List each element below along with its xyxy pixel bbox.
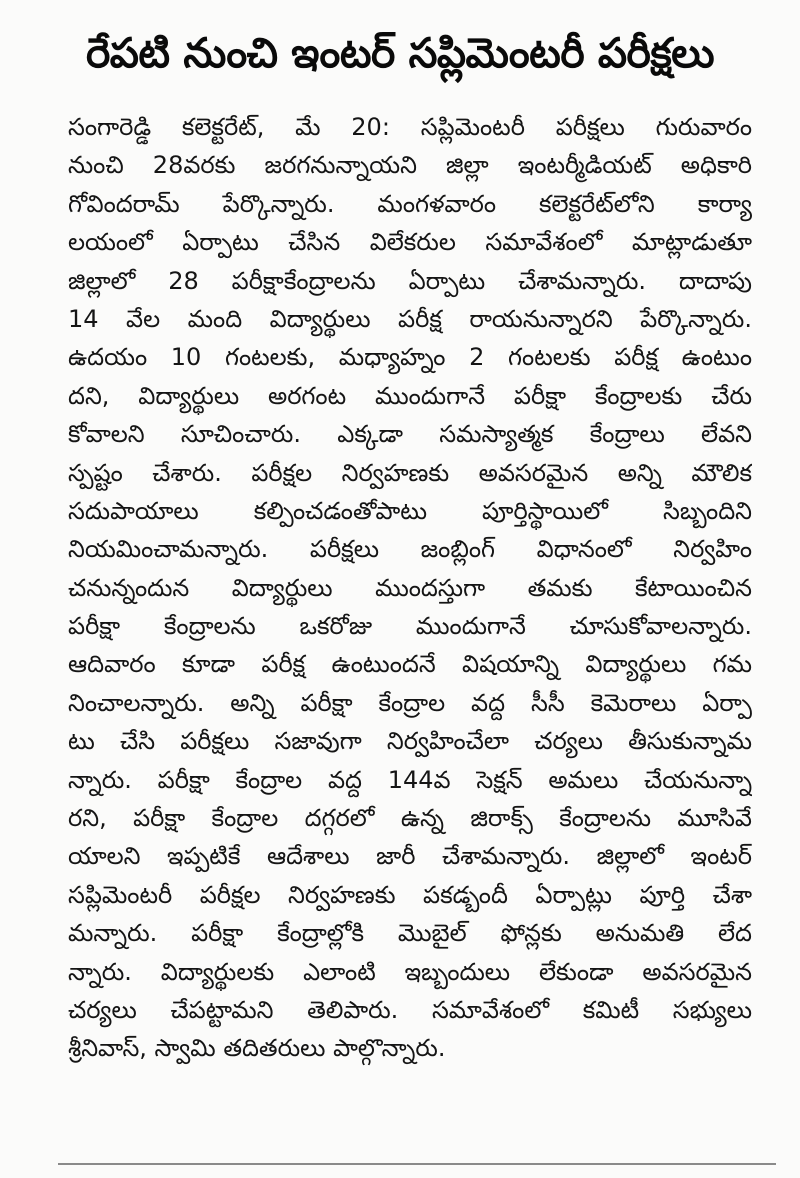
article-line: నియమించామన్నారు. పరీక్షలు జంబ్లింగ్ విధానంలో నిర్వహిం <box>68 535 752 564</box>
article-line: చనున్నందున విద్యార్థులు ముందస్తుగా తమకు కేటాయించిన <box>68 573 752 602</box>
article-line: 14 వేల మంది విద్యార్థులు పరీక్ష రాయనున్నారని పేర్కొన్నారు. <box>68 304 752 333</box>
article-line: గోవిందరామ్ పేర్కొన్నారు. మంగళవారం కలెక్టరేట్‌లోని కార్యా <box>68 189 752 218</box>
article-line: జిల్లాలో 28 పరీక్షాకేంద్రాలను ఏర్పాటు చేశామన్నారు. దాదాపు <box>68 266 752 295</box>
article-line: ఆదివారం కూడా పరీక్ష ఉంటుందనే విషయాన్ని విద్యార్థులు గమ <box>68 650 752 679</box>
article-line: కోవాలని సూచించారు. ఎక్కడా సమస్యాత్మక కేంద్రాలు లేవని <box>68 420 752 449</box>
article-line: పరీక్షా కేంద్రాలను ఒకరోజు ముందుగానే చూసుకోవాలన్నారు. <box>68 612 752 641</box>
article-line: నుంచి 28వరకు జరగనున్నాయని జిల్లా ఇంటర్మీడియట్ అధికారి <box>68 151 752 180</box>
article-line: సదుపాయాలు కల్పించడంతోపాటు పూర్తిస్థాయిలో సిబ్బందిని <box>68 496 752 525</box>
article-line: నించాలన్నారు. అన్ని పరీక్షా కేంద్రాల వద్ద సీసీ కెమెరాలు ఏర్పా <box>68 688 752 717</box>
article-line: చర్యలు చేపట్టామని తెలిపారు. సమావేశంలో కమిటీ సభ్యులు <box>68 995 752 1024</box>
article-line: సప్లిమెంటరీ పరీక్షల నిర్వహణకు పకడ్బందీ ఏర్పాట్లు పూర్తి చేశా <box>68 880 752 909</box>
bottom-divider <box>58 1163 776 1165</box>
article-line: యాలని ఇప్పటికే ఆదేశాలు జారీ చేశామన్నారు. జిల్లాలో ఇంటర్ <box>68 842 752 871</box>
article-line: ఉదయం 10 గంటలకు, మధ్యాహ్నం 2 గంటలకు పరీక్ష ఉంటుం <box>68 343 752 372</box>
article-line: న్నారు. విద్యార్థులకు ఎలాంటి ఇబ్బందులు లేకుండా అవసరమైన <box>68 957 752 986</box>
article-line: రని, పరీక్షా కేంద్రాల దగ్గరలో ఉన్న జిరాక్స్ కేంద్రాలను మూసివే <box>68 804 752 833</box>
article-line: న్నారు. పరీక్షా కేంద్రాల వద్ద 144వ సెక్షన్ అమలు చేయనున్నా <box>68 765 752 794</box>
article-line: లయంలో ఏర్పాటు చేసిన విలేకరుల సమావేశంలో మాట్లాడుతూ <box>68 228 752 257</box>
article-line: దని, విద్యార్థులు అరగంట ముందుగానే పరీక్షా కేంద్రాలకు చేరు <box>68 381 752 410</box>
article-line: సంగారెడ్డి కలెక్టరేట్, మే 20: సప్లిమెంటరీ పరీక్షలు గురువారం <box>68 113 752 141</box>
article-headline: రేపటి నుంచి ఇంటర్ సప్లిమెంటరీ పరీక్షలు <box>85 29 715 77</box>
article-line-last: శ్రీనివాస్, స్వామి తదితరులు పాల్గొన్నారు. <box>68 1034 446 1063</box>
article-body <box>68 108 752 1068</box>
article-line: మన్నారు. పరీక్షా కేంద్రాల్లోకి మొబైల్ ఫోన్లకు అనుమతి లేద <box>68 919 752 948</box>
article-line: టు చేసి పరీక్షలు సజావుగా నిర్వహించేలా చర్యలు తీసుకున్నామ <box>68 727 752 756</box>
article-line: స్పష్టం చేశారు. పరీక్షల నిర్వహణకు అవసరమైన అన్ని మౌలిక <box>68 458 752 487</box>
